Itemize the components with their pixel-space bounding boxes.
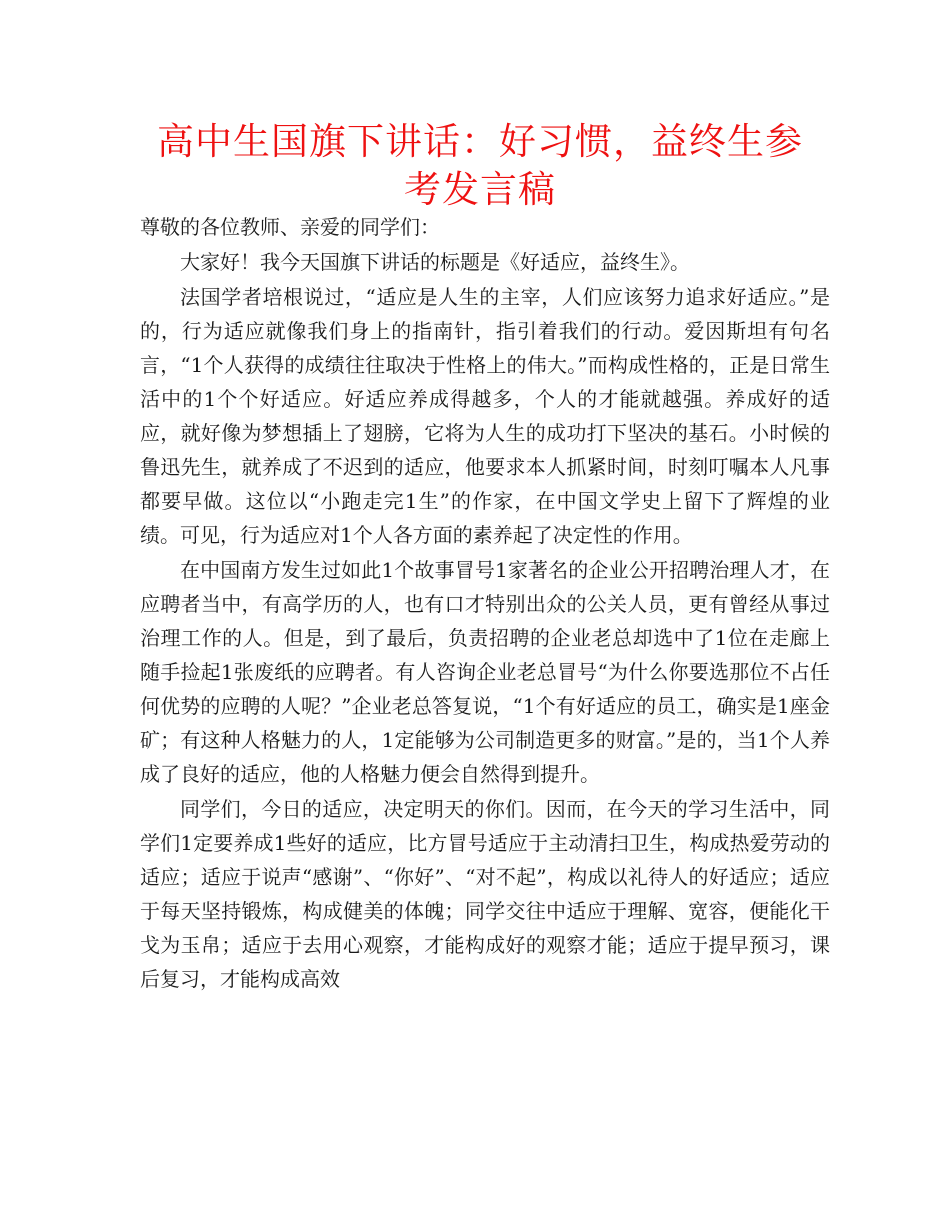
document-body [140, 210, 830, 997]
paragraph: 大家好！我今天国旗下讲话的标题是《好适应，益终生》。 [180, 250, 690, 274]
paragraph: 在中国南方发生过如此1个故事冒号1家著名的企业公开招聘治理人才，在应聘者当中，有高学历的人，也有口才特别出众的公关人员，更有曾经从事过治理工作的人。但是，到了最后，负责招聘的企业老总却选中了1位在走廊上随手捡起1张废纸的应聘者。有人咨询企业老总冒号“为什么你要选那位不占任何优势的应聘的人呢？”企业老总答复说，“1个有好适应的员工，确实是1座金矿；有这种人格魅力的人，1定能够为公司制造更多的财富。”是的，当1个人养成了良好的适应，他的人格魅力便会自然得到提升。 [140, 558, 830, 786]
paragraph: 同学们，今日的适应，决定明天的你们。因而，在今天的学习生活中，同学们1定要养成1些好的适应，比方冒号适应于主动清扫卫生，构成热爱劳动的适应；适应于说声“感谢”、“你好”、“对不起”，构成以礼待人的好适应；适应于每天坚持锻炼，构成健美的体魄；同学交往中适应于理解、宽容，便能化干戈为玉帛；适应于去用心观察，才能构成好的观察才能；适应于提早预习，课后复习，才能构成高效 [140, 797, 830, 991]
document-title: 高中生国旗下讲话：好习惯，益终生参考发言稿 [157, 120, 803, 211]
paragraph: 法国学者培根说过，“适应是人生的主宰，人们应该努力追求好适应。”是的，行为适应就像我们身上的指南针，指引着我们的行动。爱因斯坦有句名言，“1个人获得的成绩往往取决于性格上的伟大。”而构成性格的，正是日常生活中的1个个好适应。好适应养成得越多，个人的才能就越强。养成好的适应，就好像为梦想插上了翅膀，它将为人生的成功打下坚决的基石。小时候的鲁迅先生，就养成了不迟到的适应，他要求本人抓紧时间，时刻叮嘱本人凡事都要早做。这位以“小跑走完1生”的作家，在中国文学史上留下了辉煌的业绩。可见，行为适应对1个人各方面的素养起了决定性的作用。 [140, 285, 830, 547]
greeting: 尊敬的各位教师、亲爱的同学们： [140, 215, 440, 239]
